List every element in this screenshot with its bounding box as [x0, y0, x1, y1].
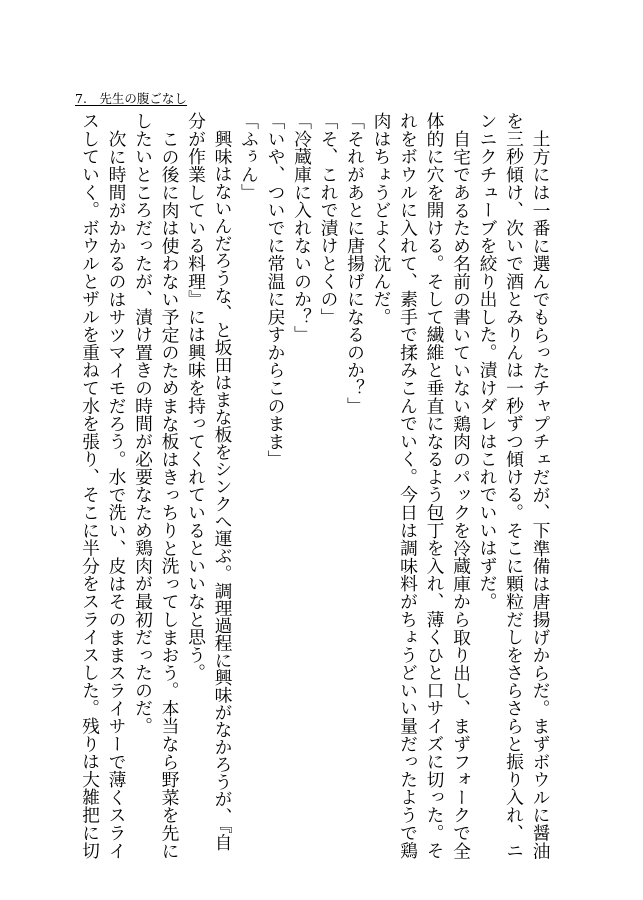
dialogue-line: 「ふぅん」 [238, 112, 260, 201]
text-line: この後に肉は使わない予定のためまな板はきっちりと洗ってしまおう。本当なら野菜を先に [159, 129, 180, 860]
text-line: れをボウルに入れて、素手で揉みこんでいく。今日は調味料がちょうどいい量だったようで鶏 [397, 112, 419, 860]
text-line: 興味はないんだろうな、と坂田はまな板をシンクへ運ぶ。調理過程に興味がなかろうが、『自 [212, 129, 233, 851]
text-line: 肉はちょうどよく沈んだ。 [371, 112, 392, 326]
text-line: 次に時間がかかるのはサツマイモだろう。水で洗い、皮はそのままスライサーで薄くスライ [106, 129, 127, 860]
dialogue-line: 「いや、ついでに常温に戻すからこのまま」 [265, 112, 286, 468]
text-line: 土方には一番に選んでもらったチャプチェだが、下準備は唐揚げからだ。まずボウルに醤油 [530, 129, 551, 860]
text-line: 自宅であるため名前の書いていない鶏肉のパックを冷蔵庫から取り出し、まずフォークで全 [450, 129, 472, 860]
text-line: 分が作業している料理』には興味を持ってくれているといいなと思う。 [185, 112, 207, 682]
text-line: ンニクチューブを絞り出した。漬けダレはこれでいいはずだ。 [477, 112, 498, 611]
dialogue-line: 「そ、これで漬けとくの」 [318, 112, 339, 326]
chapter-title: 7. 先生の腹ごなし [75, 91, 187, 106]
text-line: 体的に穴を開ける。そして繊維と垂直になるよう包丁を入れ、薄くひと口サイズに切った。そ [424, 112, 445, 860]
text-line: を三秒傾け、次いで酒とみりんは一秒ずつ傾ける。そこに顆粒だしをさらさらと振り入れ、ニ [503, 112, 525, 860]
dialogue-line: 「冷蔵庫に入れないのか？」 [291, 112, 313, 344]
text-line: したいところだったが、漬け置きの時間が必要なため鶏肉が最初だったのだ。 [132, 112, 154, 735]
dialogue-line: 「それがあとに唐揚げになるのか？」 [344, 112, 366, 415]
vertical-text-body [76, 112, 553, 872]
text-line: スしていく。ボウルとザルを重ねて水を張り、そこに半分をスライスした。残りは大雑把に切 [79, 112, 101, 860]
